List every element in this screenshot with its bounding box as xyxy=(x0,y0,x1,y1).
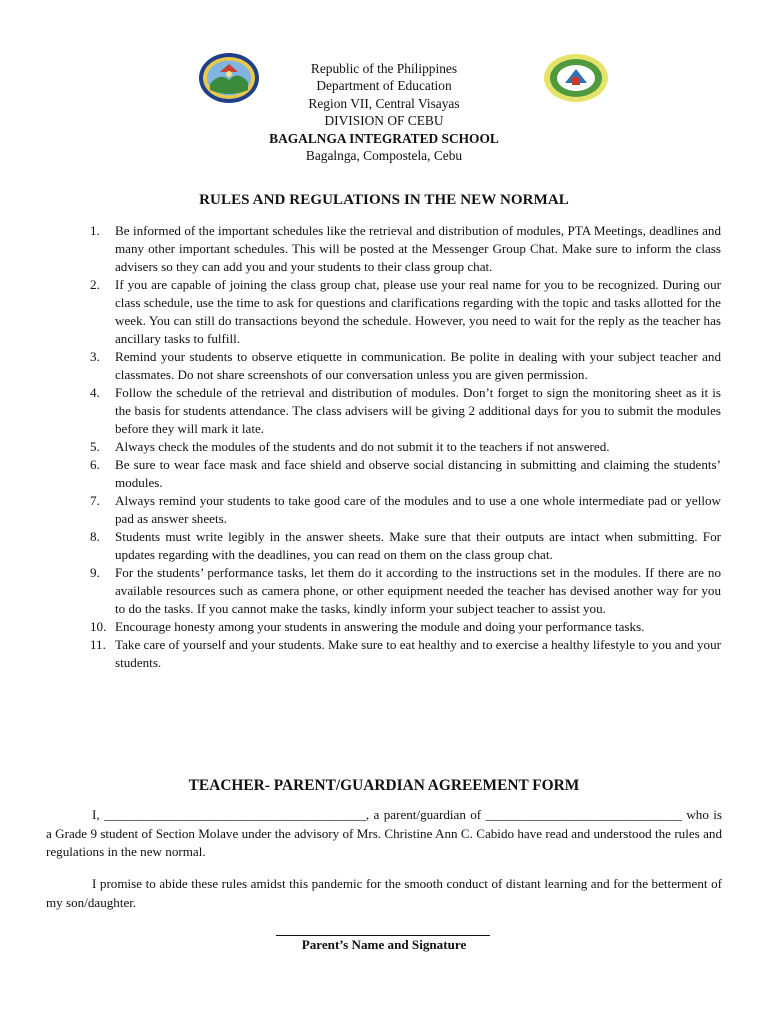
header-address: Bagalnga, Compostela, Cebu xyxy=(305,148,463,164)
rules-list xyxy=(90,222,721,672)
list-item-number: 3. xyxy=(90,349,100,364)
list-item-number: 2. xyxy=(90,277,100,292)
list-item-text: Be informed of the important schedules like the retrieval and distribution of modules, PTA Meetings, deadlines and many other important schedules. This will be posted at the Messenger Group Chat. Make sure to inform the class advisers so they can add you and your students to their class group chat. xyxy=(115,223,721,274)
list-item-text: Be sure to wear face mask and face shield and observe social distancing in submitting and claiming the students’ modules. xyxy=(115,457,721,490)
list-item-text: Students must write legibly in the answer sheets. Make sure that their outputs are intact when submitting. For updates regarding with the deadlines, you can read on them on the class group chat. xyxy=(115,529,721,562)
list-item xyxy=(90,456,721,492)
list-item-text: Encourage honesty among your students in answering the module and doing your performance tasks. xyxy=(115,619,645,634)
list-item-number: 1. xyxy=(90,223,100,238)
list-item-text: Remind your students to observe etiquette in communication. Be polite in dealing with your subject teacher and classmates. Do not share screenshots of our conversation unless you are given permission. xyxy=(115,349,721,382)
list-item-text: Always check the modules of the students and do not submit it to the teachers if not answered. xyxy=(115,439,610,454)
list-item-text: Always remind your students to take good care of the modules and to use a one whole intermediate pad or yellow pad as answer sheets. xyxy=(115,493,721,526)
list-item-text: For the students’ performance tasks, let them do it according to the instructions set in the modules. If there are no available resources such as camera phone, or other equipment needed the teacher has devised another way for you to do the tasks. If you cannot make the tasks, kindly inform your subject teacher to assist you. xyxy=(115,565,721,616)
promise-paragraph-text: I promise to abide these rules amidst this pandemic for the smooth conduct of distant learning and for the betterment of my son/daughter. xyxy=(46,876,722,910)
header-country: Republic of the Philippines xyxy=(310,61,458,76)
list-item-text: If you are capable of joining the class group chat, please use your real name for you to be recognized. During our class schedule, use the time to ask for questions and clarifications regarding with the topic and tasks allotted for the week. You can still do transactions beyond the schedule. However, you need to wait for the reply as the teacher has ancillary tasks to fulfill. xyxy=(115,277,721,346)
document-title: RULES AND REGULATIONS IN THE NEW NORMAL xyxy=(199,192,569,208)
document-header xyxy=(0,60,768,164)
header-department: Department of Education xyxy=(316,78,452,94)
list-item-text: Follow the schedule of the retrieval and distribution of modules. Don’t forget to sign the monitoring sheet as it is the basis for students attendance. The class advisers will be giving 2 additional days for you to submit the modules before they will mark it late. xyxy=(115,385,721,436)
list-item xyxy=(90,384,721,438)
header-division: DIVISION OF CEBU xyxy=(324,113,444,129)
list-item-number: 9. xyxy=(90,565,100,580)
list-item-number: 10. xyxy=(90,619,107,634)
list-item xyxy=(90,222,721,276)
list-item xyxy=(90,564,721,618)
list-item xyxy=(90,492,721,528)
agreement-form-title: TEACHER- PARENT/GUARDIAN AGREEMENT FORM xyxy=(188,777,580,794)
list-item xyxy=(90,528,721,564)
agreement-paragraph xyxy=(46,806,722,862)
list-item-number: 8. xyxy=(90,529,100,544)
list-item-number: 5. xyxy=(90,439,100,454)
list-item-number: 4. xyxy=(90,385,100,400)
promise-paragraph xyxy=(46,875,722,912)
list-item-number: 11. xyxy=(90,637,106,652)
list-item xyxy=(90,348,721,384)
list-item xyxy=(90,618,721,636)
list-item-number: 7. xyxy=(90,493,100,508)
signature-line xyxy=(276,935,490,936)
list-item xyxy=(90,636,721,672)
agreement-paragraph-text: I, ________________________________________, a parent/guardian of ______________________________ who is a Grade 9 student of Section Molave under the advisory of Mrs. Christine Ann C. Cabido have read and understood the rules and regulations in the new normal. xyxy=(46,807,722,859)
signature-label: Parent’s Name and Signature xyxy=(301,937,467,952)
list-item xyxy=(90,438,721,456)
header-school-name: BAGALNGA INTEGRATED SCHOOL xyxy=(269,130,499,146)
list-item xyxy=(90,276,721,348)
header-region: Region VII, Central Visayas xyxy=(308,95,460,111)
list-item-number: 6. xyxy=(90,457,100,472)
list-item-text: Take care of yourself and your students. Make sure to eat healthy and to exercise a healthy lifestyle to you and your students. xyxy=(115,637,721,670)
